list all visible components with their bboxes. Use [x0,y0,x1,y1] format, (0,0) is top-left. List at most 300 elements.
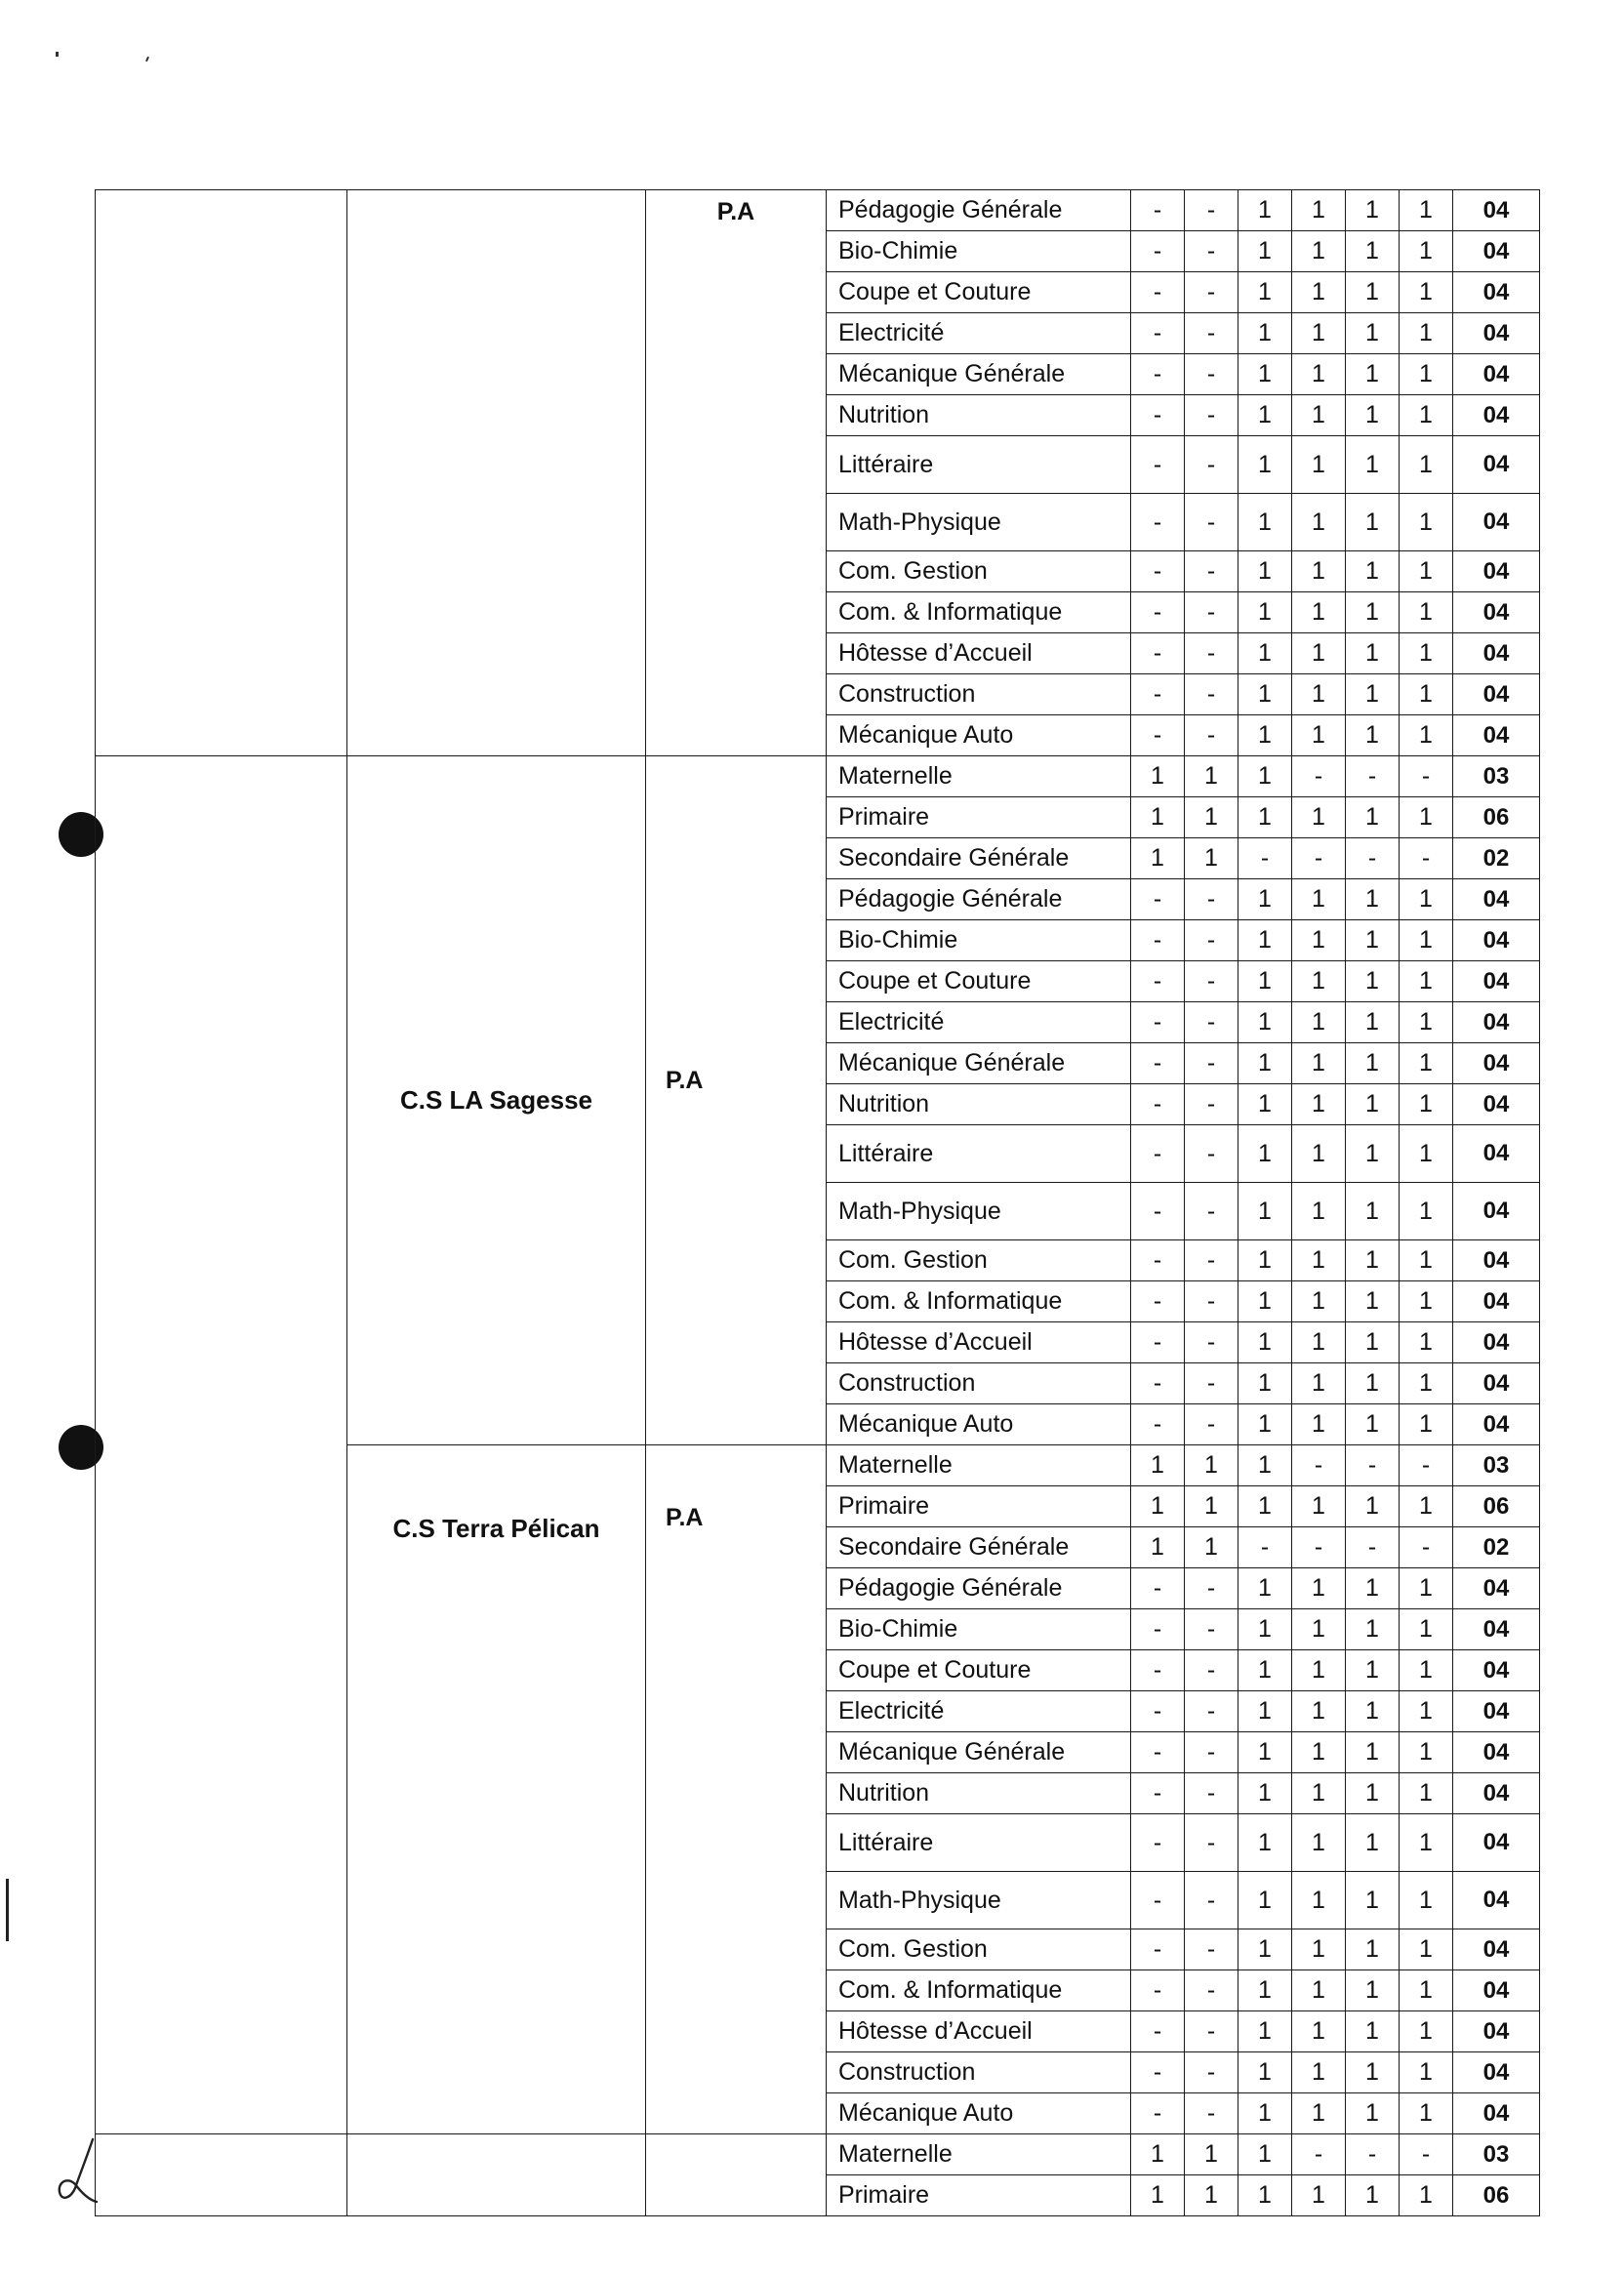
program-name: Com. & Informatique [827,1970,1131,2011]
level-count-cell: 1 [1292,2175,1346,2216]
level-count-cell: 1 [1292,920,1346,961]
program-name: Maternelle [827,756,1131,797]
level-count-cell: 1 [1238,2093,1292,2134]
level-count-cell: 1 [1131,1527,1185,1568]
row-total: 04 [1453,961,1540,1002]
table-row [96,2134,1540,2175]
level-count-cell: 1 [1346,1650,1400,1691]
program-name: Hôtesse d’Accueil [827,1322,1131,1363]
level-count-cell: - [1131,1929,1185,1970]
level-count-cell: 1 [1346,494,1400,551]
level-count-cell: 1 [1400,961,1453,1002]
level-count-cell: - [1131,2052,1185,2093]
level-count-cell: - [1185,1650,1238,1691]
level-count-cell: 1 [1346,190,1400,231]
region-cell [96,2134,347,2216]
level-count-cell: 1 [1400,1872,1453,1929]
level-count-cell: 1 [1238,436,1292,494]
row-total: 04 [1453,313,1540,354]
level-count-cell: - [1185,551,1238,592]
level-count-cell: 1 [1346,1363,1400,1404]
row-total: 04 [1453,1125,1540,1183]
program-name: Bio-Chimie [827,920,1131,961]
level-count-cell: 1 [1346,1929,1400,1970]
level-count-cell: 1 [1292,1732,1346,1773]
level-count-cell: - [1131,1240,1185,1281]
level-count-cell: 1 [1346,2011,1400,2052]
level-count-cell: 1 [1400,920,1453,961]
level-count-cell: 1 [1131,1445,1185,1486]
level-count-cell: 1 [1400,1043,1453,1084]
row-total: 04 [1453,1002,1540,1043]
level-count-cell: 1 [1292,1568,1346,1609]
level-count-cell: 1 [1238,2052,1292,2093]
level-count-cell: 1 [1400,395,1453,436]
level-count-cell: 1 [1346,1773,1400,1814]
level-count-cell: 1 [1346,1183,1400,1240]
level-count-cell: - [1131,494,1185,551]
level-count-cell: - [1346,2134,1400,2175]
level-count-cell: - [1185,190,1238,231]
row-total: 04 [1453,272,1540,313]
level-count-cell: 1 [1400,436,1453,494]
level-count-cell: - [1292,838,1346,879]
level-count-cell: 1 [1346,551,1400,592]
level-count-cell: - [1131,1609,1185,1650]
level-count-cell: - [1185,436,1238,494]
level-count-cell: - [1131,551,1185,592]
level-count-cell: 1 [1238,190,1292,231]
type-label: P.A [666,1504,704,1531]
level-count-cell: - [1185,1732,1238,1773]
program-name: Construction [827,1363,1131,1404]
row-total: 04 [1453,920,1540,961]
level-count-cell: - [1185,1043,1238,1084]
program-name: Mécanique Générale [827,1043,1131,1084]
level-count-cell: 1 [1292,1183,1346,1240]
level-count-cell: 1 [1400,592,1453,633]
level-count-cell: 1 [1292,1773,1346,1814]
level-count-cell: - [1185,1322,1238,1363]
level-count-cell: 1 [1400,1970,1453,2011]
level-count-cell: 1 [1400,715,1453,756]
level-count-cell: 1 [1346,633,1400,674]
row-total: 02 [1453,838,1540,879]
level-count-cell: - [1185,715,1238,756]
program-name: Pédagogie Générale [827,1568,1131,1609]
level-count-cell: 1 [1238,395,1292,436]
level-count-cell: - [1185,1240,1238,1281]
level-count-cell: 1 [1238,354,1292,395]
level-count-cell: 1 [1346,1568,1400,1609]
program-name: Littéraire [827,436,1131,494]
level-count-cell: 1 [1238,1281,1292,1322]
program-name: Bio-Chimie [827,1609,1131,1650]
level-count-cell: 1 [1346,1609,1400,1650]
level-count-cell: 1 [1400,551,1453,592]
level-count-cell: - [1131,2093,1185,2134]
program-name: Com. Gestion [827,1240,1131,1281]
school-cell [347,2134,646,2216]
row-total: 04 [1453,1281,1540,1322]
level-count-cell: - [1131,879,1185,920]
level-count-cell: - [1185,961,1238,1002]
row-total: 04 [1453,633,1540,674]
level-count-cell: 1 [1292,1404,1346,1445]
program-name: Hôtesse d’Accueil [827,2011,1131,2052]
level-count-cell: - [1131,354,1185,395]
level-count-cell: 1 [1292,1814,1346,1872]
level-count-cell: 1 [1238,1445,1292,1486]
level-count-cell: - [1185,1183,1238,1240]
table-row [96,756,1540,797]
program-name: Littéraire [827,1125,1131,1183]
level-count-cell: - [1185,633,1238,674]
level-count-cell: - [1185,2093,1238,2134]
level-count-cell: 1 [1292,1486,1346,1527]
row-total: 04 [1453,592,1540,633]
program-name: Nutrition [827,1084,1131,1125]
level-count-cell: 1 [1400,354,1453,395]
school-cell [347,756,646,1445]
level-count-cell: - [1131,1183,1185,1240]
level-count-cell: 1 [1292,494,1346,551]
level-count-cell: 1 [1292,797,1346,838]
level-count-cell: 1 [1238,1872,1292,1929]
level-count-cell: 1 [1400,1486,1453,1527]
level-count-cell: 1 [1400,674,1453,715]
level-count-cell: 1 [1238,1650,1292,1691]
level-count-cell: - [1185,2052,1238,2093]
level-count-cell: - [1131,1363,1185,1404]
level-count-cell: - [1292,2134,1346,2175]
row-total: 03 [1453,756,1540,797]
level-count-cell: 1 [1238,1404,1292,1445]
level-count-cell: - [1131,1404,1185,1445]
program-name: Mécanique Auto [827,2093,1131,2134]
program-name: Electricité [827,1002,1131,1043]
level-count-cell: - [1185,592,1238,633]
level-count-cell: 1 [1238,1568,1292,1609]
program-name: Electricité [827,313,1131,354]
level-count-cell: 1 [1292,1240,1346,1281]
level-count-cell: 1 [1292,1872,1346,1929]
row-total: 04 [1453,1084,1540,1125]
row-total: 04 [1453,879,1540,920]
level-count-cell: 1 [1346,592,1400,633]
level-count-cell: 1 [1292,2093,1346,2134]
program-name: Pédagogie Générale [827,190,1131,231]
level-count-cell: 1 [1346,1970,1400,2011]
level-count-cell: - [1131,1773,1185,1814]
row-total: 04 [1453,354,1540,395]
row-total: 03 [1453,1445,1540,1486]
level-count-cell: - [1400,756,1453,797]
level-count-cell: 1 [1346,2052,1400,2093]
row-total: 06 [1453,1486,1540,1527]
row-total: 04 [1453,674,1540,715]
level-count-cell: 1 [1292,190,1346,231]
level-count-cell: 1 [1346,879,1400,920]
level-count-cell: - [1131,231,1185,272]
level-count-cell: - [1346,838,1400,879]
level-count-cell: 1 [1400,190,1453,231]
level-count-cell: - [1185,494,1238,551]
level-count-cell: 1 [1292,436,1346,494]
level-count-cell: - [1131,1568,1185,1609]
level-count-cell: 1 [1400,1125,1453,1183]
level-count-cell: - [1185,1568,1238,1609]
level-count-cell: - [1131,1872,1185,1929]
level-count-cell: 1 [1400,1732,1453,1773]
level-count-cell: 1 [1346,436,1400,494]
level-count-cell: - [1400,2134,1453,2175]
row-total: 06 [1453,797,1540,838]
level-count-cell: - [1131,920,1185,961]
level-count-cell: 1 [1292,1609,1346,1650]
level-count-cell: - [1131,1732,1185,1773]
level-count-cell: - [1185,1084,1238,1125]
level-count-cell: 1 [1185,1527,1238,1568]
row-total: 04 [1453,1732,1540,1773]
level-count-cell: 1 [1400,1691,1453,1732]
level-count-cell: 1 [1238,1084,1292,1125]
level-count-cell: 1 [1131,838,1185,879]
level-count-cell: 1 [1346,1691,1400,1732]
level-count-cell: - [1185,2011,1238,2052]
type-cell [646,2134,827,2216]
level-count-cell: 1 [1238,1043,1292,1084]
program-name: Mécanique Générale [827,1732,1131,1773]
level-count-cell: 1 [1292,633,1346,674]
row-total: 04 [1453,395,1540,436]
level-count-cell: - [1185,1363,1238,1404]
level-count-cell: - [1185,1929,1238,1970]
level-count-cell: - [1346,1527,1400,1568]
level-count-cell: 1 [1131,2175,1185,2216]
level-count-cell: 1 [1400,1183,1453,1240]
level-count-cell: 1 [1185,756,1238,797]
level-count-cell: 1 [1346,1240,1400,1281]
program-name: Primaire [827,2175,1131,2216]
level-count-cell: 1 [1238,879,1292,920]
level-count-cell: 1 [1400,313,1453,354]
level-count-cell: - [1185,1970,1238,2011]
level-count-cell: 1 [1238,1002,1292,1043]
level-count-cell: 1 [1292,1929,1346,1970]
level-count-cell: - [1131,1814,1185,1872]
level-count-cell: 1 [1238,1125,1292,1183]
level-count-cell: 1 [1346,674,1400,715]
scan-mark [145,57,149,61]
program-name: Maternelle [827,2134,1131,2175]
level-count-cell: 1 [1238,231,1292,272]
level-count-cell: 1 [1346,920,1400,961]
level-count-cell: 1 [1238,1814,1292,1872]
level-count-cell: 1 [1400,1609,1453,1650]
type-cell [646,190,827,756]
level-count-cell: - [1185,313,1238,354]
level-count-cell: 1 [1185,1486,1238,1527]
level-count-cell: 1 [1292,961,1346,1002]
level-count-cell: 1 [1346,1043,1400,1084]
level-count-cell: 1 [1238,1183,1292,1240]
level-count-cell: - [1292,756,1346,797]
program-name: Primaire [827,797,1131,838]
level-count-cell: - [1185,1872,1238,1929]
level-count-cell: - [1131,1650,1185,1691]
row-total: 04 [1453,2052,1540,2093]
level-count-cell: 1 [1238,2011,1292,2052]
row-total: 04 [1453,1970,1540,2011]
level-count-cell: 1 [1400,1568,1453,1609]
level-count-cell: - [1131,1970,1185,2011]
scan-edge-line [6,1879,9,1941]
level-count-cell: - [1185,395,1238,436]
level-count-cell: - [1131,1281,1185,1322]
program-name: Math-Physique [827,1183,1131,1240]
row-total: 04 [1453,1650,1540,1691]
level-count-cell: - [1238,1527,1292,1568]
level-count-cell: 1 [1346,1732,1400,1773]
level-count-cell: 1 [1238,1609,1292,1650]
level-count-cell: 1 [1400,494,1453,551]
level-count-cell: 1 [1346,1125,1400,1183]
level-count-cell: 1 [1292,879,1346,920]
level-count-cell: 1 [1400,2052,1453,2093]
level-count-cell: 1 [1238,272,1292,313]
level-count-cell: 1 [1346,1281,1400,1322]
level-count-cell: 1 [1346,313,1400,354]
program-name: Bio-Chimie [827,231,1131,272]
row-total: 04 [1453,1322,1540,1363]
level-count-cell: 1 [1131,2134,1185,2175]
level-count-cell: 1 [1400,1650,1453,1691]
level-count-cell: - [1346,1445,1400,1486]
level-count-cell: - [1400,838,1453,879]
level-count-cell: - [1131,674,1185,715]
scan-mark [56,52,59,57]
table-row [96,190,1540,231]
program-name: Mécanique Générale [827,354,1131,395]
level-count-cell: 1 [1238,633,1292,674]
level-count-cell: 1 [1238,1691,1292,1732]
level-count-cell: 1 [1185,2175,1238,2216]
level-count-cell: - [1185,1404,1238,1445]
level-count-cell: 1 [1400,1084,1453,1125]
level-count-cell: 1 [1292,551,1346,592]
program-name: Coupe et Couture [827,272,1131,313]
level-count-cell: 1 [1292,715,1346,756]
program-name: Maternelle [827,1445,1131,1486]
level-count-cell: 1 [1292,592,1346,633]
level-count-cell: 1 [1292,1002,1346,1043]
program-name: Com. Gestion [827,1929,1131,1970]
level-count-cell: 1 [1292,674,1346,715]
level-count-cell: 1 [1400,1773,1453,1814]
level-count-cell: 1 [1131,756,1185,797]
level-count-cell: 1 [1400,231,1453,272]
level-count-cell: 1 [1346,1814,1400,1872]
program-name: Secondaire Générale [827,838,1131,879]
program-name: Hôtesse d’Accueil [827,633,1131,674]
school-name: C.S LA Sagesse [399,1085,592,1115]
level-count-cell: 1 [1346,1322,1400,1363]
level-count-cell: 1 [1238,715,1292,756]
row-total: 04 [1453,1872,1540,1929]
level-count-cell: - [1185,1002,1238,1043]
level-count-cell: - [1185,1691,1238,1732]
level-count-cell: 1 [1346,961,1400,1002]
level-count-cell: 1 [1292,1281,1346,1322]
level-count-cell: 1 [1185,2134,1238,2175]
level-count-cell: 1 [1346,231,1400,272]
row-total: 04 [1453,1929,1540,1970]
level-count-cell: - [1131,715,1185,756]
level-count-cell: - [1292,1445,1346,1486]
level-count-cell: - [1400,1527,1453,1568]
level-count-cell: - [1185,920,1238,961]
level-count-cell: 1 [1292,272,1346,313]
level-count-cell: - [1185,1281,1238,1322]
level-count-cell: - [1400,1445,1453,1486]
program-name: Mécanique Auto [827,1404,1131,1445]
row-total: 04 [1453,1183,1540,1240]
level-count-cell: 1 [1238,1486,1292,1527]
row-total: 04 [1453,2093,1540,2134]
level-count-cell: 1 [1346,1404,1400,1445]
level-count-cell: 1 [1346,1486,1400,1527]
level-count-cell: - [1131,313,1185,354]
level-count-cell: 1 [1292,1363,1346,1404]
level-count-cell: 1 [1346,1872,1400,1929]
level-count-cell: 1 [1292,231,1346,272]
row-total: 06 [1453,2175,1540,2216]
level-count-cell: - [1131,592,1185,633]
level-count-cell: 1 [1238,674,1292,715]
level-count-cell: - [1131,2011,1185,2052]
handwritten-mark [54,2137,99,2206]
level-count-cell: 1 [1238,2134,1292,2175]
level-count-cell: 1 [1292,354,1346,395]
region-cell [96,190,347,756]
program-name: Littéraire [827,1814,1131,1872]
level-count-cell: 1 [1292,1322,1346,1363]
level-count-cell: - [1238,838,1292,879]
program-name: Mécanique Auto [827,715,1131,756]
level-count-cell: 1 [1400,2093,1453,2134]
level-count-cell: 1 [1292,1650,1346,1691]
level-count-cell: 1 [1238,1773,1292,1814]
level-count-cell: 1 [1238,313,1292,354]
school-name: C.S Terra Pélican [392,1514,600,1543]
row-total: 04 [1453,190,1540,231]
row-total: 04 [1453,1773,1540,1814]
level-count-cell: 1 [1238,1929,1292,1970]
level-count-cell: 1 [1238,1363,1292,1404]
level-count-cell: 1 [1292,2011,1346,2052]
program-name: Coupe et Couture [827,1650,1131,1691]
level-count-cell: 1 [1238,1240,1292,1281]
row-total: 04 [1453,494,1540,551]
program-name: Com. & Informatique [827,1281,1131,1322]
level-count-cell: 1 [1185,797,1238,838]
level-count-cell: - [1131,190,1185,231]
level-count-cell: - [1185,1609,1238,1650]
program-name: Electricité [827,1691,1131,1732]
level-count-cell: 1 [1238,494,1292,551]
level-count-cell: - [1185,1773,1238,1814]
